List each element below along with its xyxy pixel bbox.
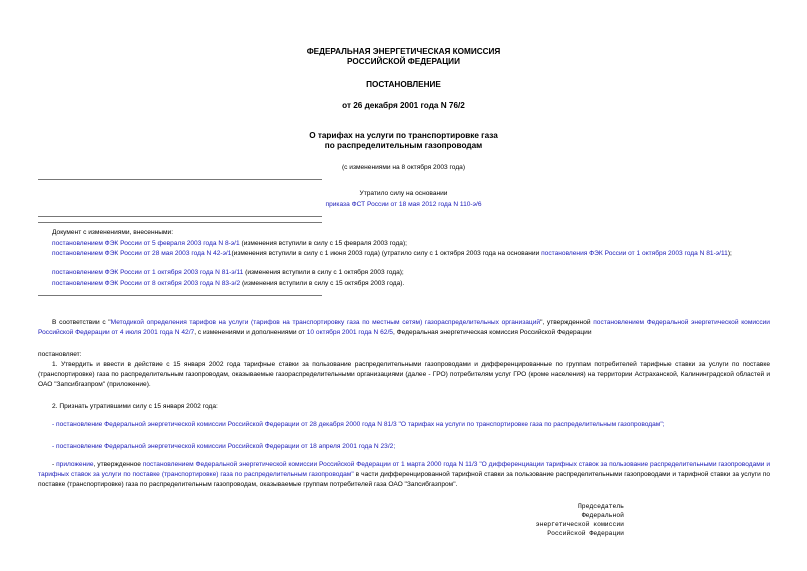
appendix-link[interactable]: приложение xyxy=(56,461,94,468)
resolves-label: постановляет: xyxy=(38,351,82,358)
change-item: постановлением ФЭК России от 28 мая 2003 года N 42-э/1(изменения вступили в силу с 1 июня 2003 года) (утратило силу с 1 октября 2003 года на основании постановления ФЭК России от 1 октября 2003 года N 81-э/11); xyxy=(52,250,732,257)
repealed-bullet-2[interactable]: - постановление Федеральной энергетической комиссии Российской Федерации от 18 апреля 2001 года N 23/2; xyxy=(52,443,396,450)
change-link[interactable]: постановления ФЭК России от 1 октября 2003 года N 81-э/11 xyxy=(541,250,728,257)
repealed-bullet-3: - приложение, утвержденное постановлением Федеральной энергетической комиссии Российской Федерации от 1 марта 2000 года N 11/3 "О дифференциации тарифных ставок за пользование распределительными газопроводами и тарифных ставок за услуги по поставке (транспортировке) газа по распределительным газопроводам" в части дифференцированной тарифной ставки за пользование распределительными газопроводами и тарифной ставки за услуги по поставке (транспортировке) газа по распределительным газопроводам, оказываемые группам потребителей газа ОАО "Запсибгазпром". xyxy=(38,461,771,488)
amendments-note: (с изменениями на 8 октября 2003 года) xyxy=(341,164,466,171)
change-link[interactable]: постановлением ФЭК России от 8 октября 2003 года N 83-э/2 xyxy=(52,280,241,287)
change-link[interactable]: постановлением ФЭК России от 5 февраля 2003 года N 8-э/1 xyxy=(52,240,240,247)
document-title-line1: О тарифах на услуги по транспортировке газа xyxy=(309,131,498,140)
item-2: 2. Признать утратившими силу с 15 января 2002 года: xyxy=(52,403,218,410)
lost-force-link[interactable]: приказа ФСТ России от 18 мая 2012 года N 110-э/6 xyxy=(325,201,482,208)
item-1: 1. Утвердить и ввести в действие с 15 января 2002 года тарифные ставки за пользование распределительными газопроводами и дифференцированные по группам потребителей тарифные ставки за услуги по поставке (транспортировке) газа по распределительным газопроводам, оказываемые газораспределительными организациями (далее - ГРО) потребителям услуг ГРО (кроме населения) на территории Астраханской, Калининградской областей и ОАО "Запсибгазпром" (приложение). xyxy=(38,361,770,388)
changes-intro: Документ с изменениями, внесенными: xyxy=(52,229,174,236)
repealed-bullet-1[interactable]: - постановление Федеральной энергетической комиссии Российской Федерации от 28 декабря 2000 года N 81/3 "О тарифах на услуги по транспортировке газа по распределительным газопроводам"; xyxy=(52,421,665,428)
lost-force-label: Утратило силу на основании xyxy=(359,190,448,197)
resolution-link[interactable]: постановлением Федеральной энергетической комиссии Российской Федерации от 4 июля 2001 года N 42/7 xyxy=(38,319,770,336)
document-title-line2: по распределительным газопроводам xyxy=(324,141,483,150)
resolution-link[interactable]: постановлением Федеральной энергетической комиссии Российской Федерации от 1 марта 2000 года N 11/3 "О дифференциации тарифных ставок за пользование распределительными газопроводами и тарифных ставок за услуги по поставке (транспортировке) газа по распределительным газопроводам" xyxy=(38,461,771,478)
signature-line4: Российской Федерации xyxy=(547,530,624,537)
change-item: постановлением ФЭК России от 1 октября 2003 года N 81-э/11 (изменения вступили в силу с 1 октября 2003 года); xyxy=(52,269,404,276)
document-type: ПОСТАНОВЛЕНИЕ xyxy=(366,80,441,89)
separator-rule xyxy=(38,295,322,296)
org-name-line1: ФЕДЕРАЛЬНАЯ ЭНЕРГЕТИЧЕСКАЯ КОМИССИЯ xyxy=(306,47,501,56)
change-item: постановлением ФЭК России от 5 февраля 2003 года N 8-э/1 (изменения вступили в силу с 15 февраля 2003 года); xyxy=(52,240,407,247)
preamble: В соответствии с "Методикой определения тарифов на услуги (тарифов на транспортировку газа по местным сетям) газораспределительных организаций", утвержденной постановлением Федеральной энергетической комиссии Российской Федерации от 4 июля 2001 года N 42/7, с изменениями и дополнениями от 10 октября 2001 года N 62/5, Федеральная энергетическая комиссия Российской Федерации xyxy=(38,319,770,336)
separator-rule xyxy=(38,179,322,180)
separator-rule xyxy=(38,216,322,217)
change-link[interactable]: постановлением ФЭК России от 1 октября 2003 года N 81-э/11 xyxy=(52,269,244,276)
change-item: постановлением ФЭК России от 8 октября 2003 года N 83-э/2 (изменения вступили в силу с 15 октября 2003 года). xyxy=(52,280,405,287)
org-name-line2: РОССИЙСКОЙ ФЕДЕРАЦИИ xyxy=(347,57,460,66)
signature-line2: Федеральной xyxy=(581,512,624,519)
methodology-link[interactable]: Методикой определения тарифов на услуги (тарифов на транспортировку газа по местным сетям) газораспределительных организаций xyxy=(110,319,541,326)
separator-rule xyxy=(38,222,322,223)
signature-line1: Председатель xyxy=(577,503,624,510)
amendment-link[interactable]: 10 октября 2001 года N 62/5 xyxy=(306,329,393,336)
change-link[interactable]: постановлением ФЭК России от 28 мая 2003 года N 42-э/1 xyxy=(52,250,232,257)
document-date: от 26 декабря 2001 года N 76/2 xyxy=(342,101,465,110)
signature-line3: энергетической комиссии xyxy=(535,521,624,528)
